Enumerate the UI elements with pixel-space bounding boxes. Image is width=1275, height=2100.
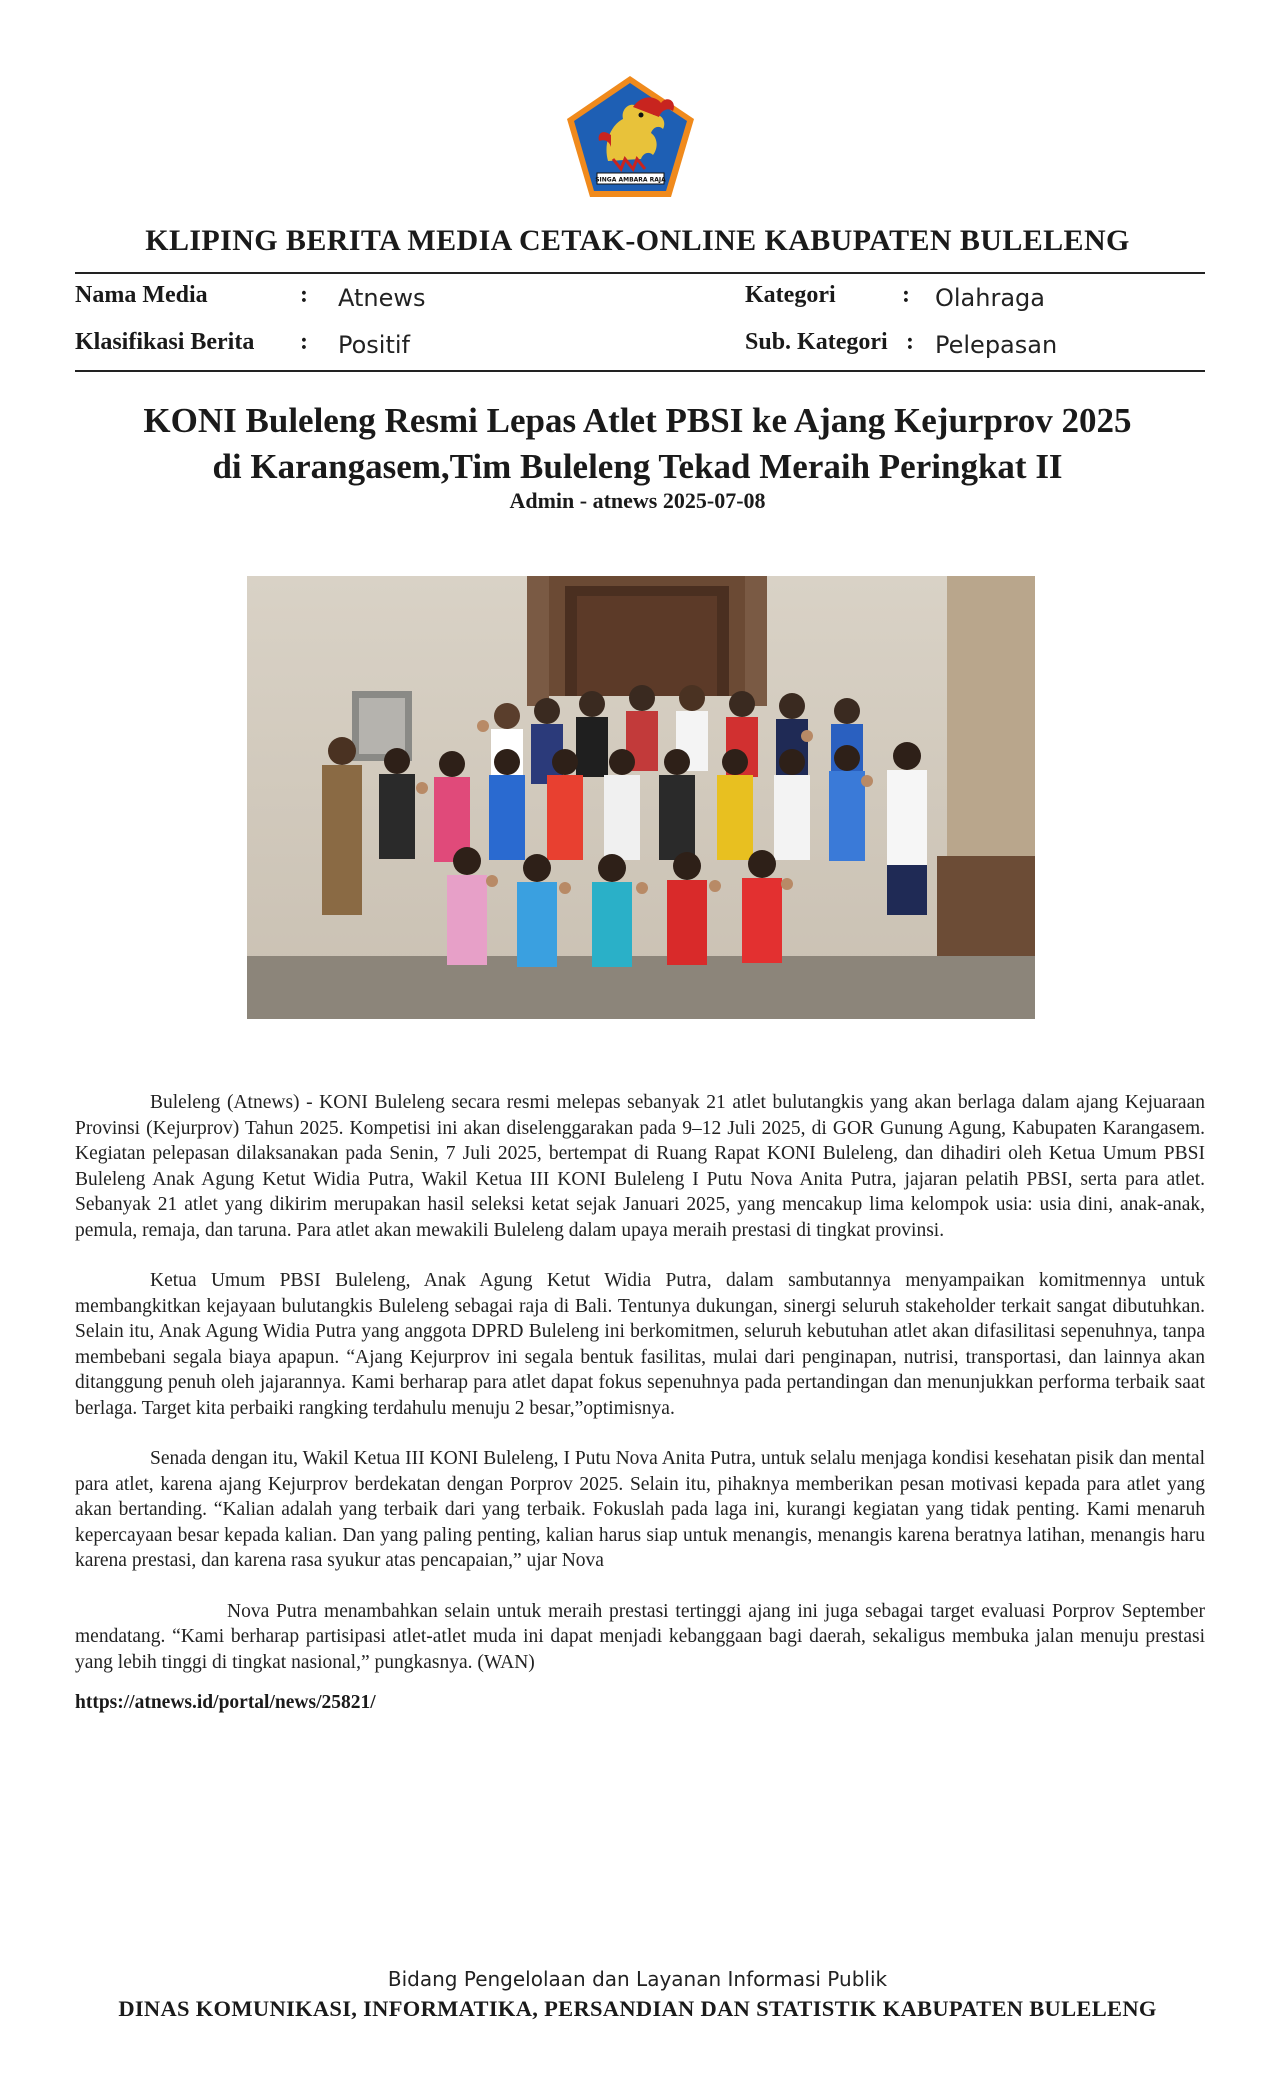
subcategory-row <box>745 329 888 356</box>
classification-sep: : <box>300 329 308 355</box>
category-sep: : <box>902 282 910 308</box>
group-photo-icon <box>247 576 1035 1019</box>
media-name-sep: : <box>300 282 308 308</box>
media-name-label: Nama Media <box>75 282 208 308</box>
article-headline <box>0 398 1275 490</box>
category-value: Olahraga <box>935 284 1045 312</box>
source-link[interactable]: https://atnews.id/portal/news/25821/ <box>75 1692 376 1713</box>
headline-line-1: KONI Buleleng Resmi Lepas Atlet PBSI ke Ajang Kejurprov 2025 <box>143 401 1132 440</box>
footer-agency: DINAS KOMUNIKASI, INFORMATIKA, PERSANDIAN DAN STATISTIK KABUPATEN BULELENG <box>118 1996 1157 2021</box>
classification-value-wrap <box>338 331 410 360</box>
subcategory-value: Pelepasan <box>935 331 1058 359</box>
article-byline: Admin - atnews 2025-07-08 <box>509 488 766 513</box>
category-value-wrap <box>935 284 1045 313</box>
media-name-value-wrap <box>338 284 426 313</box>
headline-line-2: di Karangasem,Tim Buleleng Tekad Meraih Peringkat II <box>212 447 1063 486</box>
category-row <box>745 282 836 309</box>
article-paragraph: Nova Putra menambahkan selain untuk meraih prestasi tertinggi ajang ini juga sebagai target evaluasi Porprov September mendatang. “Kami berharap partisipasi atlet-atlet muda ini dapat menjadi kebanggaan bagi daerah, sekaligus membuka jalan menuju prestasi yang lebih tinggi di tingkat nasional,” pungkasnya. (WAN) <box>75 1600 1205 1673</box>
subcategory-sep: : <box>906 329 914 355</box>
emblem-banner-text: SINGA AMBARA RAJA <box>595 176 666 184</box>
footer-department: Bidang Pengelolaan dan Layanan Informasi Publik <box>387 1967 888 1991</box>
article-body <box>75 1090 1205 1700</box>
article-paragraph: Senada dengan itu, Wakil Ketua III KONI Buleleng, I Putu Nova Anita Putra, untuk selalu menjaga kondisi kesehatan pisik dan mental para atlet, karena ajang Kejurprov berdekatan dengan Porprov 2025. Selain itu, pihaknya memberikan pesan motivasi kepada para atlet yang akan bertanding. “Kalian adalah yang terbaik dari yang terbaik. Fokuslah pada laga ini, kurangi kegiatan yang tidak penting. Kami menaruh kepercayaan besar kepada kalian. Dan yang paling penting, kalian harus siap untuk menangis, menangis karena beratnya latihan, menangis haru karena prestasi, dan karena rasa syukur atas pencapaian,” ujar Nova <box>75 1448 1205 1571</box>
subcategory-label: Sub. Kategori <box>745 329 888 355</box>
subcategory-value-wrap <box>935 331 1057 360</box>
header-divider-top <box>75 272 1205 274</box>
classification-label: Klasifikasi Berita <box>75 329 255 355</box>
media-name-row <box>75 282 208 309</box>
classification-row <box>75 329 254 356</box>
article-paragraph: Ketua Umum PBSI Buleleng, Anak Agung Ketut Widia Putra, dalam sambutannya menyampaikan komitmennya untuk membangkitkan kejayaan bulutangkis Buleleng sebagai raja di Bali. Tentunya dukungan, sinergi seluruh stakeholder terkait sangat dibutuhkan. Selain itu, Anak Agung Widia Putra yang anggota DPRD Buleleng ini berkomitmen, seluruh kebutuhan atlet akan difasilitasi sepenuhnya, tanpa membebani segala biaya apapun. “Ajang Kejurprov ini segala bentuk fasilitas, mulai dari penginapan, nutrisi, transportasi, dan lainnya akan ditanggung penuh oleh jajarannya. Kami berharap para atlet dapat fokus sepenuhnya pada pertandingan dan menunjukkan performa terbaik saat berlaga. Target kita perbaiki rangking terdahulu menuju 2 besar,”optimisnya. <box>75 1270 1205 1419</box>
header-divider-bottom <box>75 370 1205 372</box>
classification-value: Positif <box>338 331 410 359</box>
article-paragraph: Buleleng (Atnews) - KONI Buleleng secara resmi melepas sebanyak 21 atlet bulutangkis yang akan berlaga dalam ajang Kejuaraan Provinsi (Kejurprov) Tahun 2025. Kompetisi ini akan diselenggarakan pada 9–12 Juli 2025, di GOR Gunung Agung, Kabupaten Karangasem. Kegiatan pelepasan dilaksanakan pada Senin, 7 Juli 2025, bertempat di Ruang Rapat KONI Buleleng, dan dihadiri oleh Ketua Umum PBSI Buleleng Anak Agung Ketut Widia Putra, Wakil Ketua III KONI Buleleng I Putu Nova Anita Putra, jajaran pelatih PBSI, serta para atlet. Sebanyak 21 atlet yang dikirim merupakan hasil seleksi ketat sejak Januari 2025, yang mencakup lima kelompok usia: usia dini, anak-anak, pemula, remaja, dan taruna. Para atlet akan mewakili Buleleng dalam upaya meraih prestasi di tingkat provinsi. <box>75 1092 1205 1241</box>
document-title: KLIPING BERITA MEDIA CETAK-ONLINE KABUPATEN BULELENG <box>145 224 1130 257</box>
singa-ambara-raja-emblem-icon <box>563 73 698 201</box>
media-name-value: Atnews <box>338 284 426 312</box>
category-label: Kategori <box>745 282 836 308</box>
